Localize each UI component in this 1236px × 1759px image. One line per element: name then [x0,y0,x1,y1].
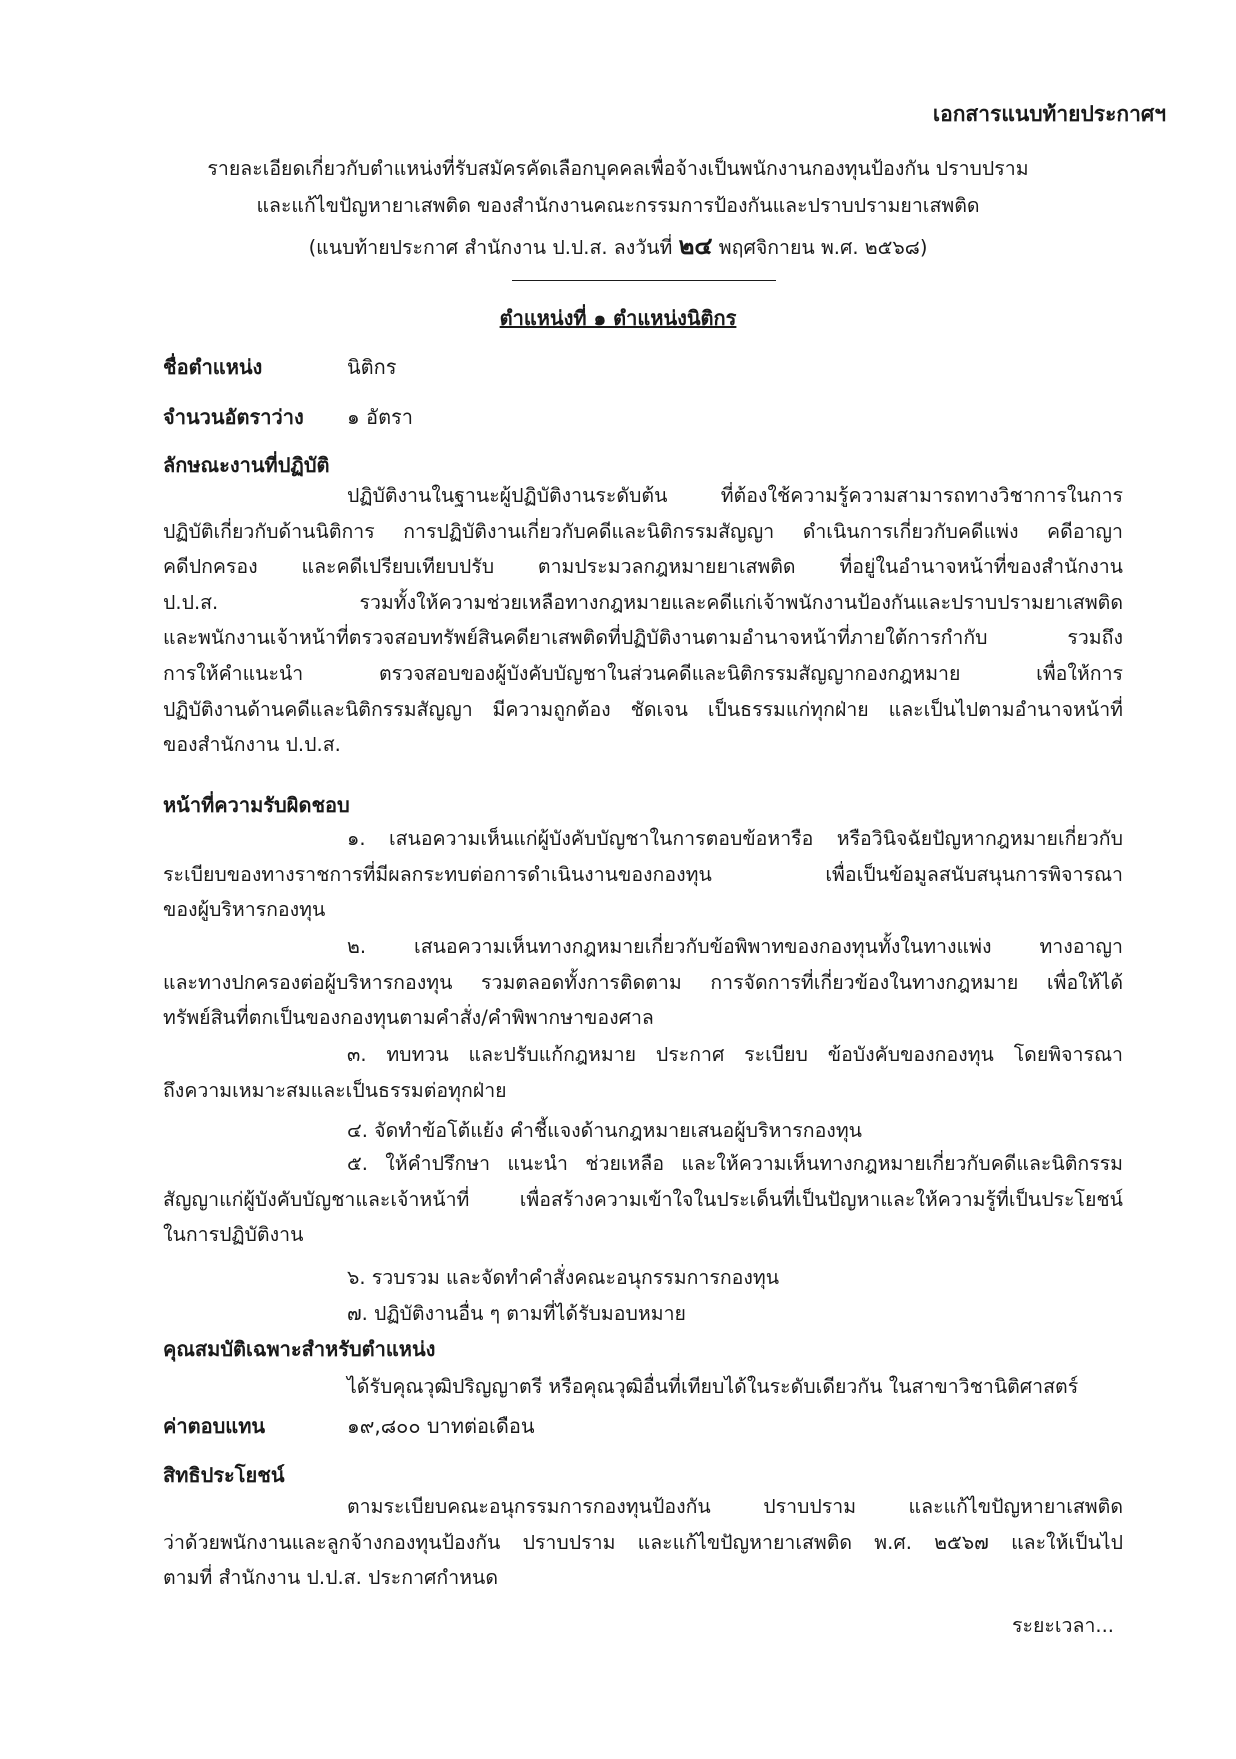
duty-line: ถึงความเหมาะสมและเป็นธรรมต่อทุกฝ่าย [163,1078,507,1102]
title-line-3 [0,226,1236,265]
duty-line: ทรัพย์สินที่ตกเป็นของกองทุนตามคำสั่ง/คำพิพากษาของศาล [163,1006,654,1030]
duty-line: ๒. เสนอความเห็นทางกฎหมายเกี่ยวกับข้อพิพาทของกองทุนทั้งในทางแพ่ง ทางอาญา [347,935,1123,958]
job-nature-paragraph [163,478,1123,763]
duties-heading: หน้าที่ความรับผิดชอบ [163,793,350,817]
qualifications-heading: คุณสมบัติเฉพาะสำหรับตำแหน่ง [163,1337,436,1361]
duty-item-3 [163,1037,1123,1108]
duty-line: ของผู้บริหารกองทุน [163,898,326,922]
continued-marker: ระยะเวลา... [1012,1614,1114,1637]
duty-line: ในการปฏิบัติงาน [163,1223,304,1247]
duty-line: สัญญาแก่ผู้บังคับบัญชาและเจ้าหน้าที่ เพื่อสร้างความเข้าใจในประเด็นที่เป็นปัญหาและให้ความรู้ที่เป็นประโยชน์ [163,1187,1123,1211]
title-line-3-prefix: (แนบท้ายประกาศ สำนักงาน ป.ป.ส. ลงวันที่ [308,236,673,259]
vacancy-label: จำนวนอัตราว่าง [163,405,304,429]
benefits-line: ว่าด้วยพนักงานและลูกจ้างกองทุนป้องกัน ปราบปราม และแก้ไขปัญหายาเสพติด พ.ศ. ๒๕๖๗ และให้เป็นไป [163,1530,1123,1554]
paragraph-line: ปฏิบัติเกี่ยวกับด้านนิติการ การปฏิบัติงานเกี่ยวกับคดีและนิติกรรมสัญญา ดำเนินการเกี่ยวกับคดีแพ่ง คดีอาญา [163,519,1123,543]
paragraph-line: ปฏิบัติงานในฐานะผู้ปฏิบัติงานระดับต้น ที่ต้องใช้ความรู้ความสามารถทางวิชาการในการ [347,484,1123,507]
paragraph-line: ปฏิบัติงานด้านคดีและนิติกรรมสัญญา มีความถูกต้อง ชัดเจน เป็นธรรมแก่ทุกฝ่าย และเป็นไปตามอำนาจหน้าที่ [163,697,1123,721]
title-divider [512,280,776,281]
announcement-day: ๒๔ [678,232,713,260]
duty-item-5 [163,1146,1123,1253]
duty-line: ๓. ทบทวน และปรับแก้กฎหมาย ประกาศ ระเบียบ ข้อบังคับของกองทุน โดยพิจารณา [347,1043,1123,1066]
duty-item-6: ๖. รวบรวม และจัดทำคำสั่งคณะอนุกรรมการกองทุน [347,1266,780,1289]
paragraph-line: คดีปกครอง และคดีเปรียบเทียบปรับ ตามประมวลกฎหมายยาเสพติด ที่อยู่ในอำนาจหน้าที่ของสำนักงาน [163,555,1123,579]
benefits-paragraph [163,1489,1123,1596]
compensation-row [163,1410,535,1442]
position-name-label: ชื่อตำแหน่ง [163,355,263,379]
duty-line: และทางปกครองต่อผู้บริหารกองทุน รวมตลอดทั้งการติดตาม การจัดการที่เกี่ยวข้องในทางกฎหมาย เพื่อให้ได้ [163,970,1123,994]
benefits-line: ตามที่ สำนักงาน ป.ป.ส. ประกาศกำหนด [163,1566,499,1590]
title-line-3-suffix: พฤศจิกายน พ.ศ. ๒๕๖๘) [718,236,928,259]
paragraph-line: ของสำนักงาน ป.ป.ส. [163,733,341,757]
duty-item-4: ๔. จัดทำข้อโต้แย้ง คำชี้แจงด้านกฎหมายเสนอผู้บริหารกองทุน [347,1119,862,1142]
duty-line: ๕. ให้คำปรึกษา แนะนำ ช่วยเหลือ และให้ความเห็นทางกฎหมายเกี่ยวกับคดีและนิติกรรม [347,1152,1123,1175]
duty-item-7: ๗. ปฏิบัติงานอื่น ๆ ตามที่ได้รับมอบหมาย [347,1302,686,1325]
benefits-heading: สิทธิประโยชน์ [163,1463,285,1487]
paragraph-line: ป.ป.ส. รวมทั้งให้ความช่วยเหลือทางกฎหมายและคดีแก่เจ้าพนักงานป้องกันและปราบปรามยาเสพติด [163,590,1123,614]
paragraph-line: และพนักงานเจ้าหน้าที่ตรวจสอบทรัพย์สินคดียาเสพติดที่ปฏิบัติงานตามอำนาจหน้าที่ภายใต้การกำกับ รวมถึง [163,626,1123,650]
position-heading: ตำแหน่งที่ ๑ ตำแหน่งนิติกร [499,306,737,330]
position-name-row [163,351,397,383]
job-nature-heading: ลักษณะงานที่ปฏิบัติ [163,453,330,477]
duty-item-1 [163,821,1123,928]
duty-item-2 [163,929,1123,1036]
vacancy-value: ๑ อัตรา [347,405,414,429]
compensation-value: ๑๙,๘๐๐ บาทต่อเดือน [347,1414,535,1438]
title-line-2: และแก้ไขปัญหายาเสพติด ของสำนักงานคณะกรรมการป้องกันและปราบปรามยาเสพติด [256,194,980,217]
duty-line: ๑. เสนอความเห็นแก่ผู้บังคับบัญชาในการตอบข้อหารือ หรือวินิจฉัยปัญหากฎหมายเกี่ยวกับ [347,827,1123,850]
paragraph-line: การให้คำแนะนำ ตรวจสอบของผู้บังคับบัญชาในส่วนคดีและนิติกรรมสัญญากองกฎหมาย เพื่อให้การ [163,661,1123,685]
compensation-label: ค่าตอบแทน [163,1414,266,1438]
qualifications-text: ได้รับคุณวุฒิปริญญาตรี หรือคุณวุฒิอื่นที่เทียบได้ในระดับเดียวกัน ในสาขาวิชานิติศาสตร์ [347,1375,1079,1398]
vacancy-row [163,401,413,433]
benefits-line: ตามระเบียบคณะอนุกรรมการกองทุนป้องกัน ปราบปราม และแก้ไขปัญหายาเสพติด [347,1495,1123,1518]
title-line-1: รายละเอียดเกี่ยวกับตำแหน่งที่รับสมัครคัดเลือกบุคคลเพื่อจ้างเป็นพนักงานกองทุนป้องกัน ปราบปราม [207,157,1029,180]
position-name-value: นิติกร [347,355,397,379]
duty-line: ระเบียบของทางราชการที่มีผลกระทบต่อการดำเนินงานของกองทุน เพื่อเป็นข้อมูลสนับสนุนการพิจารณา [163,862,1123,886]
annex-label: เอกสารแนบท้ายประกาศฯ [932,102,1166,126]
